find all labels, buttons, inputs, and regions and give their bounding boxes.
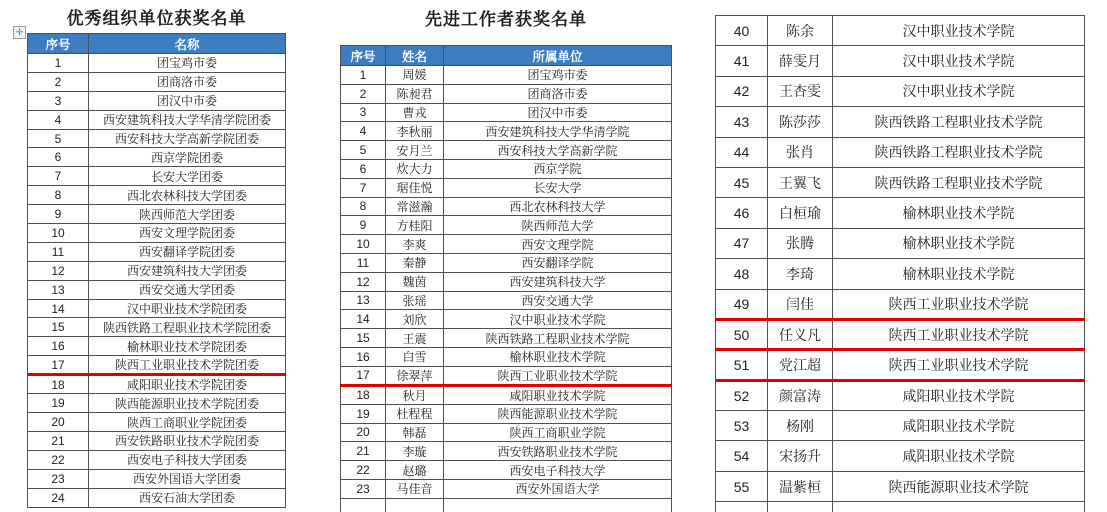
table-cell: 任义凡 (768, 319, 833, 349)
table-cell: 24 (28, 488, 89, 507)
table-cell: 西安石油大学团委 (89, 488, 286, 507)
table-row (28, 186, 286, 205)
table-cell: 陕西铁路工程职业技术学院 (444, 329, 672, 348)
table-cell: 团汉中市委 (89, 91, 286, 110)
table-cell: 党江超 (768, 350, 833, 380)
table-cell: 5 (28, 129, 89, 148)
table-cell: 陕西铁路工程职业技术学院 (833, 137, 1085, 167)
table-cell: 48 (716, 259, 768, 289)
table-cell: 55 (716, 471, 768, 501)
table-cell: 陕西铁路工程职业技术学院 (833, 167, 1085, 197)
table-cell: 10 (28, 224, 89, 243)
table-cell: 汉中职业技术学院团委 (89, 299, 286, 318)
table-cell: 52 (716, 380, 768, 410)
table-cell: 赵璐 (386, 461, 444, 480)
table-cell: 14 (28, 299, 89, 318)
table-cell: 陈昶君 (386, 84, 444, 103)
table-cell: 50 (716, 319, 768, 349)
excellent-org-award-table (27, 33, 286, 508)
table-cell (386, 498, 444, 512)
table-cell: 魏茵 (386, 272, 444, 291)
table-row (341, 423, 672, 442)
table-cell: 11 (28, 242, 89, 261)
table-cell: 西安文理学院团委 (89, 224, 286, 243)
table-cell: 张瑶 (386, 291, 444, 310)
table-cell: 7 (28, 167, 89, 186)
table-cell: 榆林职业技术学院团委 (89, 337, 286, 356)
table-cell: 曹戎 (386, 103, 444, 122)
table-cell: 15 (28, 318, 89, 337)
table-row (28, 337, 286, 356)
table-cell: 16 (341, 347, 386, 366)
table-row (716, 46, 1085, 76)
table-cell: 47 (716, 228, 768, 258)
table-move-handle-icon[interactable]: ✛ (13, 26, 26, 39)
table-cell: 1 (28, 54, 89, 73)
table-cell: 西安建筑科技大学团委 (89, 261, 286, 280)
table-row (28, 375, 286, 394)
table-cell: 西安外国语大学团委 (89, 469, 286, 488)
table-cell: 17 (28, 356, 89, 375)
table-cell: 13 (28, 280, 89, 299)
table-row (341, 197, 672, 216)
table-cell: 西安翻译学院 (444, 253, 672, 272)
table-cell: 汉中职业技术学院 (833, 76, 1085, 106)
table-cell: 陕西工商职业学院 (444, 423, 672, 442)
table-cell: 12 (28, 261, 89, 280)
table-cell: 马佳音 (386, 479, 444, 498)
table-cell: 秋月 (386, 385, 444, 404)
table-cell: 白雪 (386, 347, 444, 366)
table-cell: 王震 (386, 329, 444, 348)
table-row (28, 318, 286, 337)
table-row (28, 110, 286, 129)
column-header: 序号 (341, 46, 386, 66)
table-cell: 45 (716, 167, 768, 197)
table-cell: 23 (28, 469, 89, 488)
table-cell: 陕西工业职业技术学院 (444, 366, 672, 385)
table-cell: 陈莎莎 (768, 107, 833, 137)
table-cell: 西安电子科技大学团委 (89, 450, 286, 469)
table-row (341, 479, 672, 498)
table-row (28, 394, 286, 413)
table-cell: 李秋丽 (386, 122, 444, 141)
table-cell: 西安铁路职业技术学院 (444, 442, 672, 461)
table-cell: 西安外国语大学 (444, 479, 672, 498)
table-cell: 10 (341, 235, 386, 254)
table-cell: 王杏雯 (768, 76, 833, 106)
table-cell: 徐翠萍 (386, 366, 444, 385)
table-row (716, 259, 1085, 289)
table-cell: 西京学院团委 (89, 148, 286, 167)
table-cell: 19 (28, 394, 89, 413)
table-cell: 11 (341, 253, 386, 272)
table-cell: 7 (341, 178, 386, 197)
table-row (341, 122, 672, 141)
table-cell: 20 (341, 423, 386, 442)
table-cell: 长安大学 (444, 178, 672, 197)
table-cell: 西安翻译学院团委 (89, 242, 286, 261)
table-cell: 12 (341, 272, 386, 291)
table-cell: 18 (341, 385, 386, 404)
table-cell: 咸阳职业技术学院 (833, 441, 1085, 471)
table-cell: 颜富涛 (768, 380, 833, 410)
table-cell: 咸阳职业技术学院团委 (89, 375, 286, 394)
table-cell: 炊大力 (386, 159, 444, 178)
table-cell: 西安建筑科技大学华清学院团委 (89, 110, 286, 129)
table-cell: 西北农林科技大学 (444, 197, 672, 216)
table-cell: 陕西铁路工程职业技术学院 (833, 107, 1085, 137)
table-cell: 刘欣 (386, 310, 444, 329)
table-row (716, 380, 1085, 410)
table-cell: 咸阳职业技术学院 (444, 385, 672, 404)
table-cell: 汉中职业技术学院 (444, 310, 672, 329)
table-cell: 2 (28, 72, 89, 91)
table-row (716, 198, 1085, 228)
table-cell: 西安交通大学团委 (89, 280, 286, 299)
table-cell: 西安建筑科技大学华清学院 (444, 122, 672, 141)
table-cell: 5 (341, 141, 386, 160)
header-row (28, 34, 286, 54)
table-cell: 4 (28, 110, 89, 129)
table-cell: 陕西能源职业技术学院 (833, 471, 1085, 501)
table-cell: 西安科技大学高新学院 (444, 141, 672, 160)
table-cell: 54 (716, 441, 768, 471)
table-row (28, 167, 286, 186)
table-row (716, 441, 1085, 471)
table-row (341, 442, 672, 461)
table-row (716, 471, 1085, 501)
table-cell: 西安铁路职业技术学院团委 (89, 432, 286, 451)
table-cell: 8 (28, 186, 89, 205)
table-row (341, 347, 672, 366)
table-cell: 陕西能源职业技术学院 (444, 404, 672, 423)
table-cell: 陕西能源职业技术学院团委 (89, 394, 286, 413)
table-row (341, 310, 672, 329)
table-cell: 安月兰 (386, 141, 444, 160)
table-cell: 汉中职业技术学院 (833, 16, 1085, 46)
table-row (28, 280, 286, 299)
table-cell: 西安电子科技大学 (444, 461, 672, 480)
table-row (28, 450, 286, 469)
column-header: 序号 (28, 34, 89, 54)
table-cell: 咸阳职业技术学院 (833, 411, 1085, 441)
table-cell: 汉中职业技术学院 (833, 46, 1085, 76)
table-cell: 13 (341, 291, 386, 310)
table-cell: 西安建筑科技大学 (444, 272, 672, 291)
table-row (341, 329, 672, 348)
table-cell: 杜程程 (386, 404, 444, 423)
table-row (28, 224, 286, 243)
table-row (28, 413, 286, 432)
table-cell: 51 (716, 350, 768, 380)
table-cell: 17 (341, 366, 386, 385)
table-cell (716, 502, 768, 512)
table-cell: 榆林职业技术学院 (833, 198, 1085, 228)
header-row (341, 46, 672, 66)
table-row (28, 242, 286, 261)
table-row (341, 291, 672, 310)
table-row (341, 385, 672, 404)
table-cell: 22 (28, 450, 89, 469)
table-row (341, 404, 672, 423)
table-row (28, 54, 286, 73)
table-row (28, 299, 286, 318)
table-row (28, 72, 286, 91)
table-cell: 榆林职业技术学院 (833, 259, 1085, 289)
table-cell: 宋扬升 (768, 441, 833, 471)
table-cell: 陕西工业职业技术学院 (833, 289, 1085, 319)
award-list-continuation-table (715, 15, 1085, 512)
table-cell: 李璇 (386, 442, 444, 461)
table-cell: 18 (28, 375, 89, 394)
table-row (716, 137, 1085, 167)
column-header: 名称 (89, 34, 286, 54)
table-cell: 6 (28, 148, 89, 167)
table-cell: 19 (341, 404, 386, 423)
table-cell (444, 498, 672, 512)
table-cell: 3 (341, 103, 386, 122)
table-cell: 韩磊 (386, 423, 444, 442)
table-row (28, 488, 286, 507)
table-cell (768, 502, 833, 512)
table-row (341, 178, 672, 197)
table-cell: 常滋瀚 (386, 197, 444, 216)
table-cell: 长安大学团委 (89, 167, 286, 186)
table-cell: 咸阳职业技术学院 (833, 380, 1085, 410)
table-cell: 8 (341, 197, 386, 216)
table-cell: 榆林职业技术学院 (833, 228, 1085, 258)
table-row (28, 356, 286, 375)
table-cell: 团宝鸡市委 (444, 66, 672, 85)
table-row (28, 148, 286, 167)
middle-table-title: 先进工作者获奖名单 (425, 10, 587, 29)
table-row (716, 167, 1085, 197)
table-row (28, 432, 286, 451)
table-cell: 温紫桓 (768, 471, 833, 501)
table-cell: 杨刚 (768, 411, 833, 441)
table-cell: 41 (716, 46, 768, 76)
table-cell (833, 502, 1085, 512)
table-cell: 张腾 (768, 228, 833, 258)
table-row (341, 141, 672, 160)
table-cell: 白桓瑜 (768, 198, 833, 228)
table-row (28, 91, 286, 110)
table-cell: 49 (716, 289, 768, 319)
table-cell: 陈余 (768, 16, 833, 46)
table-cell: 西京学院 (444, 159, 672, 178)
table-cell: 42 (716, 76, 768, 106)
table-row (28, 129, 286, 148)
table-row (716, 350, 1085, 380)
table-cell: 团商洛市委 (444, 84, 672, 103)
table-cell: 榆林职业技术学院 (444, 347, 672, 366)
table-row (28, 261, 286, 280)
table-row (716, 76, 1085, 106)
table-cell: 团宝鸡市委 (89, 54, 286, 73)
table-cell: 闫佳 (768, 289, 833, 319)
table-cell: 王翼飞 (768, 167, 833, 197)
table-cell: 15 (341, 329, 386, 348)
table-cell: 陕西工商职业学院团委 (89, 413, 286, 432)
table-cell: 秦静 (386, 253, 444, 272)
table-cell: 陕西工业职业技术学院 (833, 319, 1085, 349)
column-header: 所属单位 (444, 46, 672, 66)
table-row (716, 289, 1085, 319)
table-cell: 陕西师范大学团委 (89, 205, 286, 224)
table-row (716, 107, 1085, 137)
table-cell: 14 (341, 310, 386, 329)
table-row (341, 216, 672, 235)
table-cell: 16 (28, 337, 89, 356)
table-row (341, 103, 672, 122)
partial-empty-row (716, 502, 1085, 512)
table-cell (341, 498, 386, 512)
table-cell: 20 (28, 413, 89, 432)
table-row (716, 411, 1085, 441)
table-cell: 陕西工业职业技术学院团委 (89, 356, 286, 375)
table-cell: 53 (716, 411, 768, 441)
table-cell: 44 (716, 137, 768, 167)
table-cell: 团汉中市委 (444, 103, 672, 122)
table-row (716, 319, 1085, 349)
table-cell: 张肖 (768, 137, 833, 167)
table-cell: 西北农林科技大学团委 (89, 186, 286, 205)
table-cell: 43 (716, 107, 768, 137)
table-row (341, 66, 672, 85)
table-row (341, 366, 672, 385)
table-cell: 46 (716, 198, 768, 228)
table-cell: 6 (341, 159, 386, 178)
table-row (341, 272, 672, 291)
table-cell: 陕西工业职业技术学院 (833, 350, 1085, 380)
table-cell: 2 (341, 84, 386, 103)
partial-empty-row (341, 498, 672, 512)
table-cell: 21 (341, 442, 386, 461)
table-cell: 9 (341, 216, 386, 235)
table-cell: 40 (716, 16, 768, 46)
table-cell: 陕西铁路工程职业技术学院团委 (89, 318, 286, 337)
table-row (28, 205, 286, 224)
table-row (716, 228, 1085, 258)
table-cell: 西安文理学院 (444, 235, 672, 254)
table-cell: 22 (341, 461, 386, 480)
table-row (341, 159, 672, 178)
table-cell: 团商洛市委 (89, 72, 286, 91)
table-row (28, 469, 286, 488)
table-cell: 周媛 (386, 66, 444, 85)
table-cell: 琚佳悦 (386, 178, 444, 197)
table-cell: 23 (341, 479, 386, 498)
table-cell: 9 (28, 205, 89, 224)
table-cell: 方桂阳 (386, 216, 444, 235)
table-row (341, 461, 672, 480)
table-cell: 西安科技大学高新学院团委 (89, 129, 286, 148)
table-cell: 陕西师范大学 (444, 216, 672, 235)
left-table-title: 优秀组织单位获奖名单 (66, 9, 247, 28)
table-row (341, 235, 672, 254)
table-cell: 薛雯月 (768, 46, 833, 76)
table-cell: 21 (28, 432, 89, 451)
column-header: 姓名 (386, 46, 444, 66)
table-row (341, 84, 672, 103)
table-row (341, 253, 672, 272)
table-row (716, 16, 1085, 46)
table-cell: 4 (341, 122, 386, 141)
table-cell: 李琦 (768, 259, 833, 289)
advanced-worker-award-table (340, 45, 672, 512)
table-cell: 李爽 (386, 235, 444, 254)
table-cell: 西安交通大学 (444, 291, 672, 310)
table-cell: 1 (341, 66, 386, 85)
table-cell: 3 (28, 91, 89, 110)
